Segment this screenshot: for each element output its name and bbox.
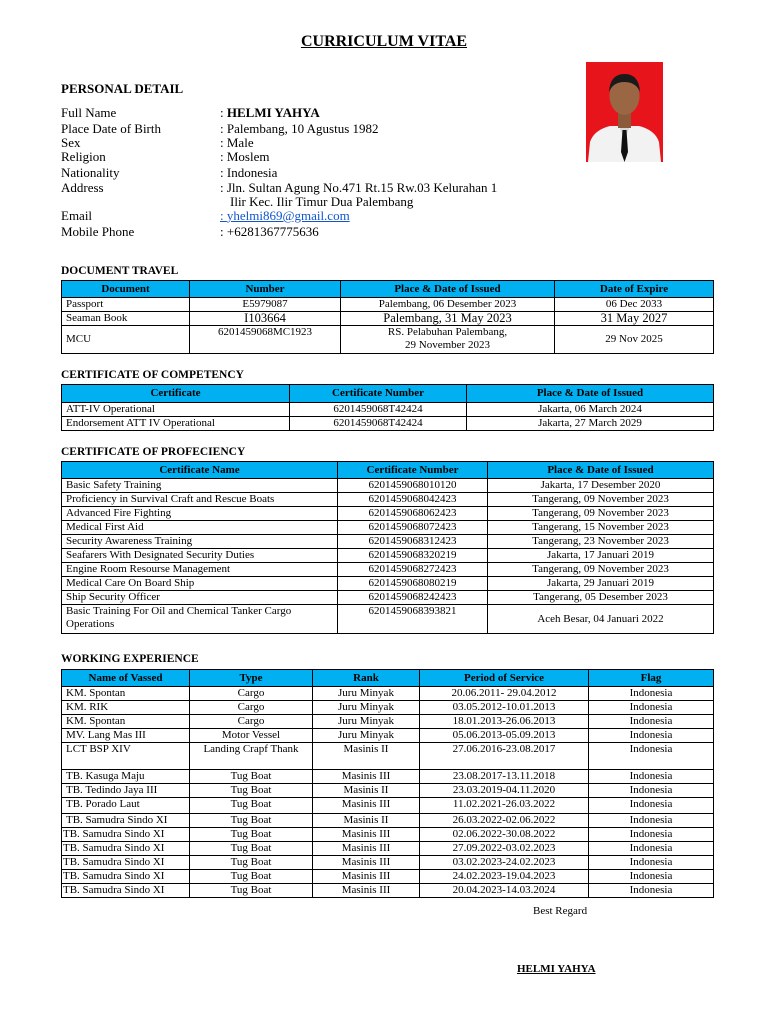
table-cell: 23.08.2017-13.11.2018 <box>420 770 589 784</box>
table-cell: E5979087 <box>190 298 341 312</box>
table-row <box>62 591 714 605</box>
table-row <box>62 403 714 417</box>
table-cell: TB. Samudra Sindo XI <box>62 884 190 898</box>
table-cell: 6201459068MC1923 <box>190 326 341 354</box>
table-cell: Tangerang, 23 November 2023 <box>488 535 714 549</box>
table-cell: Engine Room Resourse Management <box>62 563 338 577</box>
proficiency-table <box>61 461 714 634</box>
table-cell: Jakarta, 06 March 2024 <box>467 403 714 417</box>
religion-value: Moslem <box>226 149 270 164</box>
table-row <box>62 687 714 701</box>
table-header-row <box>62 281 714 298</box>
detail-label: Nationality <box>61 165 120 180</box>
detail-label: Religion <box>61 149 106 164</box>
table-cell: Juru Minyak <box>313 687 420 701</box>
detail-label: Place Date of Birth <box>61 121 161 136</box>
detail-value: : HELMI YAHYA <box>220 105 320 120</box>
table-cell: Juru Minyak <box>313 701 420 715</box>
column-header: Flag <box>589 670 714 687</box>
table-cell: Tug Boat <box>190 842 313 856</box>
table-row <box>62 535 714 549</box>
table-cell: Indonesia <box>589 687 714 701</box>
table-cell: Medical First Aid <box>62 521 338 535</box>
table-cell: 6201459068242423 <box>338 591 488 605</box>
table-cell: KM. RIK <box>62 701 190 715</box>
table-cell: Jakarta, 17 Desember 2020 <box>488 479 714 493</box>
table-cell: Tangerang, 09 November 2023 <box>488 507 714 521</box>
table-cell: Masinis III <box>313 828 420 842</box>
document-travel-table <box>61 280 714 354</box>
table-cell: Tangerang, 05 Desember 2023 <box>488 591 714 605</box>
table-cell: 02.06.2022-30.08.2022 <box>420 828 589 842</box>
table-cell: 6201459068393821 <box>338 605 488 634</box>
cell-line: 29 November 2023 <box>405 339 490 351</box>
column-header: Number <box>190 281 341 298</box>
table-cell: TB. Tedindo Jaya III <box>62 784 190 798</box>
signature-name: HELMI YAHYA <box>517 963 596 975</box>
detail-value: : Palembang, 10 Agustus 1982 <box>220 121 379 136</box>
table-cell: 24.02.2023-19.04.2023 <box>420 870 589 884</box>
column-header: Certificate Name <box>62 462 338 479</box>
table-cell: Aceh Besar, 04 Januari 2022 <box>488 605 714 634</box>
table-cell: Indonesia <box>589 842 714 856</box>
table-cell: Indonesia <box>589 856 714 870</box>
column-header: Certificate Number <box>290 385 467 403</box>
document-travel-heading: DOCUMENT TRAVEL <box>61 265 179 277</box>
table-cell: Ship Security Officer <box>62 591 338 605</box>
column-header: Certificate <box>62 385 290 403</box>
table-cell: Tug Boat <box>190 828 313 842</box>
detail-value: : Moslem <box>220 149 270 164</box>
table-cell: Masinis III <box>313 884 420 898</box>
table-header-row <box>62 385 714 403</box>
table-cell: Indonesia <box>589 798 714 814</box>
table-row <box>62 312 714 326</box>
table-cell: 05.06.2013-05.09.2013 <box>420 729 589 743</box>
table-header-row <box>62 670 714 687</box>
table-cell: KM. Spontan <box>62 687 190 701</box>
detail-label: Address <box>61 180 104 195</box>
column-header: Place & Date of Issued <box>467 385 714 403</box>
table-cell: Masinis III <box>313 798 420 814</box>
table-cell: Indonesia <box>589 784 714 798</box>
detail-label: Email <box>61 208 93 223</box>
experience-heading: WORKING EXPERIENCE <box>61 653 199 665</box>
table-cell: KM. Spontan <box>62 715 190 729</box>
table-row <box>62 870 714 884</box>
table-cell: Masinis III <box>313 856 420 870</box>
table-cell: 03.05.2012-10.01.2013 <box>420 701 589 715</box>
table-cell: Seaman Book <box>62 312 190 326</box>
proficiency-heading: CERTIFICATE OF PROFECIENCY <box>61 446 246 458</box>
table-cell: TB. Samudra Sindo XI <box>62 870 190 884</box>
table-cell: 6201459068312423 <box>338 535 488 549</box>
table-cell: 6201459068320219 <box>338 549 488 563</box>
table-cell: Endorsement ATT IV Operational <box>62 417 290 431</box>
table-row <box>62 326 714 354</box>
table-cell: Palembang, 31 May 2023 <box>341 312 555 326</box>
table-cell: 31 May 2027 <box>555 312 714 326</box>
table-cell: Indonesia <box>589 770 714 784</box>
table-cell: 20.06.2011- 29.04.2012 <box>420 687 589 701</box>
detail-value: : Indonesia <box>220 165 278 180</box>
experience-table <box>61 669 714 898</box>
table-row <box>62 563 714 577</box>
table-cell: Jakarta, 27 March 2029 <box>467 417 714 431</box>
table-cell: TB. Porado Laut <box>62 798 190 814</box>
table-cell: 03.02.2023-24.02.2023 <box>420 856 589 870</box>
table-cell: Tangerang, 15 November 2023 <box>488 521 714 535</box>
portrait-image <box>586 62 663 162</box>
table-cell: Tug Boat <box>190 784 313 798</box>
table-cell: MCU <box>62 326 190 354</box>
table-cell: Tangerang, 09 November 2023 <box>488 493 714 507</box>
table-cell: Palembang, 06 Desember 2023 <box>341 298 555 312</box>
detail-value: : Jln. Sultan Agung No.471 Rt.15 Rw.03 Kelurahan 1 <box>220 180 498 195</box>
table-cell: Masinis III <box>313 870 420 884</box>
detail-value: : yhelmi869@gmail.com <box>220 208 350 223</box>
table-cell: Indonesia <box>589 828 714 842</box>
table-row <box>62 784 714 798</box>
table-cell: Cargo <box>190 687 313 701</box>
table-cell: 6201459068072423 <box>338 521 488 535</box>
table-cell: Seafarers With Designated Security Duties <box>62 549 338 563</box>
table-cell: 6201459068T42424 <box>290 417 467 431</box>
table-cell: Cargo <box>190 701 313 715</box>
table-cell: Basic Safety Training <box>62 479 338 493</box>
table-cell: 29 Nov 2025 <box>555 326 714 354</box>
address-value-line2: Ilir Kec. Ilir Timur Dua Palembang <box>230 194 414 209</box>
phone-value: +6281367775636 <box>226 224 319 239</box>
table-cell: 20.04.2023-14.03.2024 <box>420 884 589 898</box>
table-cell: 06 Dec 2033 <box>555 298 714 312</box>
table-cell: Juru Minyak <box>313 729 420 743</box>
table-cell: Motor Vessel <box>190 729 313 743</box>
table-cell: 6201459068010120 <box>338 479 488 493</box>
table-cell: I103664 <box>190 312 341 326</box>
birth-value: Palembang, 10 Agustus 1982 <box>226 121 379 136</box>
table-row <box>62 798 714 814</box>
table-cell: Masinis III <box>313 842 420 856</box>
cell-line: RS. Pelabuhan Palembang, <box>387 326 508 338</box>
page-title: CURRICULUM VITAE <box>300 33 468 50</box>
address-value-line1: Jln. Sultan Agung No.471 Rt.15 Rw.03 Kelurahan 1 <box>226 180 498 195</box>
table-row <box>62 605 714 634</box>
table-cell: Indonesia <box>589 814 714 828</box>
table-cell: Tug Boat <box>190 770 313 784</box>
closing-text: Best Regard <box>533 905 588 917</box>
column-header: Date of Expire <box>555 281 714 298</box>
table-row <box>62 701 714 715</box>
column-header: Place & Date of Issued <box>341 281 555 298</box>
table-cell: ATT-IV Operational <box>62 403 290 417</box>
table-cell: Tug Boat <box>190 798 313 814</box>
table-cell: Advanced Fire Fighting <box>62 507 338 521</box>
table-row <box>62 884 714 898</box>
table-cell: Jakarta, 29 Januari 2019 <box>488 577 714 591</box>
detail-value: : Male <box>220 135 254 150</box>
table-cell: Indonesia <box>589 701 714 715</box>
table-row <box>62 856 714 870</box>
column-header: Document <box>62 281 190 298</box>
table-cell: Tug Boat <box>190 856 313 870</box>
table-cell: TB. Samudra Sindo XI <box>62 842 190 856</box>
table-cell: LCT BSP XIV <box>62 743 190 770</box>
detail-value: : +6281367775636 <box>220 224 319 239</box>
table-cell: Masinis II <box>313 784 420 798</box>
table-cell: Jakarta, 17 Januari 2019 <box>488 549 714 563</box>
detail-label: Sex <box>61 135 81 150</box>
table-cell: Tug Boat <box>190 884 313 898</box>
email-link[interactable]: yhelmi869@gmail.com <box>226 208 350 223</box>
table-cell: Masinis II <box>313 814 420 828</box>
table-cell: Cargo <box>190 715 313 729</box>
table-cell: Security Awareness Training <box>62 535 338 549</box>
detail-label: Full Name <box>61 105 117 120</box>
table-cell: Juru Minyak <box>313 715 420 729</box>
table-cell: 6201459068062423 <box>338 507 488 521</box>
column-header: Certificate Number <box>338 462 488 479</box>
table-cell: Indonesia <box>589 743 714 770</box>
sex-value: Male <box>226 135 254 150</box>
column-header: Rank <box>313 670 420 687</box>
table-cell: Indonesia <box>589 715 714 729</box>
table-row <box>62 842 714 856</box>
table-cell: Medical Care On Board Ship <box>62 577 338 591</box>
table-row <box>62 577 714 591</box>
column-header: Place & Date of Issued <box>488 462 714 479</box>
table-row <box>62 828 714 842</box>
detail-label: Mobile Phone <box>61 224 135 239</box>
table-cell: Indonesia <box>589 884 714 898</box>
table-row <box>62 743 714 770</box>
table-cell <box>341 326 555 354</box>
competency-table <box>61 384 714 431</box>
profile-photo <box>586 62 663 162</box>
column-header: Type <box>190 670 313 687</box>
table-cell: Tug Boat <box>190 814 313 828</box>
table-cell: TB. Kasuga Maju <box>62 770 190 784</box>
table-cell: TB. Samudra Sindo XI <box>62 856 190 870</box>
table-cell: Proficiency in Survival Craft and Rescue Boats <box>62 493 338 507</box>
table-cell: 18.01.2013-26.06.2013 <box>420 715 589 729</box>
table-cell: TB. Samudra Sindo XI <box>62 828 190 842</box>
table-row <box>62 521 714 535</box>
table-cell: 6201459068T42424 <box>290 403 467 417</box>
table-cell: 11.02.2021-26.03.2022 <box>420 798 589 814</box>
table-row <box>62 479 714 493</box>
table-row <box>62 770 714 784</box>
table-cell: 27.09.2022-03.02.2023 <box>420 842 589 856</box>
table-cell: 23.03.2019-04.11.2020 <box>420 784 589 798</box>
table-cell: Tangerang, 09 November 2023 <box>488 563 714 577</box>
table-cell: 6201459068080219 <box>338 577 488 591</box>
column-header: Period of Service <box>420 670 589 687</box>
table-row <box>62 814 714 828</box>
table-cell: 6201459068272423 <box>338 563 488 577</box>
table-header-row <box>62 462 714 479</box>
table-cell: Tug Boat <box>190 870 313 884</box>
table-cell: 27.06.2016-23.08.2017 <box>420 743 589 770</box>
table-cell: 6201459068042423 <box>338 493 488 507</box>
table-cell: Indonesia <box>589 870 714 884</box>
table-cell: MV. Lang Mas III <box>62 729 190 743</box>
table-row <box>62 493 714 507</box>
table-cell: Landing Crapf Thank <box>190 743 313 770</box>
nationality-value: Indonesia <box>226 165 278 180</box>
table-cell: Masinis III <box>313 770 420 784</box>
full-name-value: HELMI YAHYA <box>226 105 320 120</box>
table-cell: Basic Training For Oil and Chemical Tanker Cargo Operations <box>62 605 338 634</box>
table-cell: Masinis II <box>313 743 420 770</box>
personal-detail-heading: PERSONAL DETAIL <box>61 81 184 96</box>
table-cell: TB. Samudra Sindo XI <box>62 814 190 828</box>
table-cell: Indonesia <box>589 729 714 743</box>
table-cell: 26.03.2022-02.06.2022 <box>420 814 589 828</box>
table-row <box>62 729 714 743</box>
table-row <box>62 298 714 312</box>
table-row <box>62 549 714 563</box>
table-row <box>62 715 714 729</box>
table-row <box>62 507 714 521</box>
competency-heading: CERTIFICATE OF COMPETENCY <box>61 369 244 381</box>
table-row <box>62 417 714 431</box>
table-cell: Passport <box>62 298 190 312</box>
column-header: Name of Vassed <box>62 670 190 687</box>
